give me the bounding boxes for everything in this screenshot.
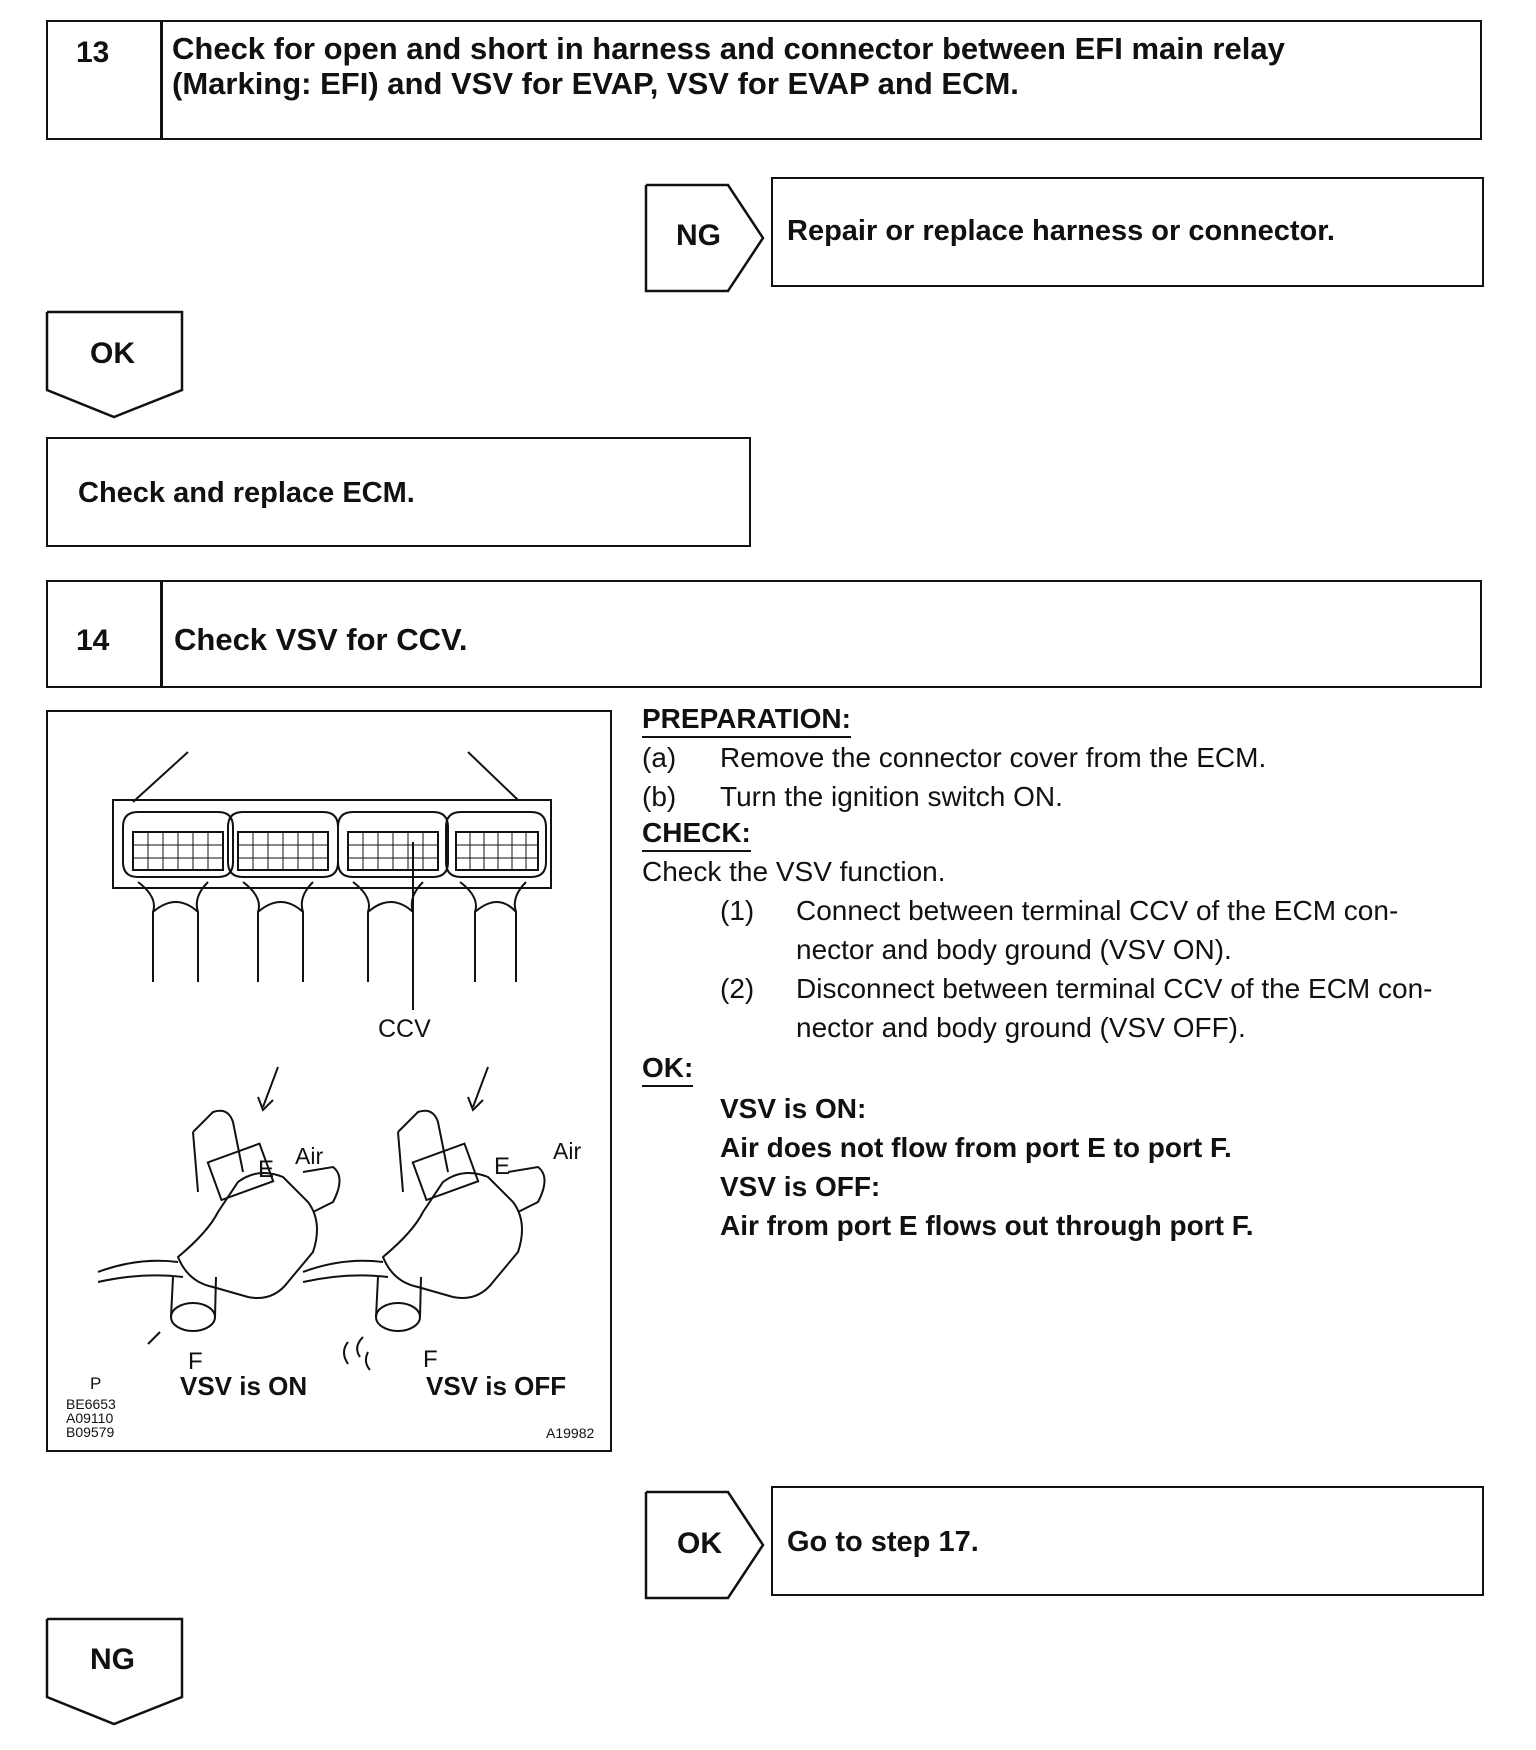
step-13-title-line2: (Marking: EFI) and VSV for EVAP, VSV for EVAP and ECM. xyxy=(172,66,1019,101)
step-13-ok-label: OK xyxy=(90,337,135,370)
ok-criteria xyxy=(642,1089,1482,1245)
step-13-ng-action-text: Repair or replace harness or connector. xyxy=(787,215,1335,247)
prep-item-b-text: Turn the ignition switch ON. xyxy=(720,781,1063,812)
ok-criteria-line-4: Air from port E flows out through port F. xyxy=(720,1210,1254,1241)
prep-item-a-label: (a) xyxy=(642,742,677,773)
ref-code-2: A09110 xyxy=(66,1410,114,1426)
step-13-number: 13 xyxy=(76,36,110,69)
check-item-1-line1: Connect between terminal CCV of the ECM con- xyxy=(796,895,1399,926)
prep-item-b xyxy=(642,777,1482,816)
ok-criteria-line-3: VSV is OFF: xyxy=(720,1171,881,1202)
check-item-2-line1: Disconnect between terminal CCV of the ECM con- xyxy=(796,973,1433,1004)
prep-item-a-text: Remove the connector cover from the ECM. xyxy=(720,742,1267,773)
caption-vsv-on: VSV is ON xyxy=(180,1371,308,1401)
step-14-ok-label: OK xyxy=(677,1527,722,1560)
check-item-2-line2: nector and body ground (VSV OFF). xyxy=(796,1012,1246,1043)
air-label-right: Air xyxy=(553,1138,582,1164)
step-13-title xyxy=(172,31,1472,101)
check-item-1-label: (1) xyxy=(720,895,755,926)
step-13-header xyxy=(46,20,1482,140)
check-item-1-line2: nector and body ground (VSV ON). xyxy=(796,934,1232,965)
prep-item-b-label: (b) xyxy=(642,781,677,812)
ok-criteria-line-2: Air does not flow from port E to port F. xyxy=(720,1132,1232,1163)
check-header: CHECK: xyxy=(642,816,751,852)
port-f-label-right: F xyxy=(423,1346,438,1373)
ok-criteria-line-1: VSV is ON: xyxy=(720,1093,867,1124)
prep-item-a xyxy=(642,738,1482,777)
step-13-ok-action-box xyxy=(46,437,751,547)
step-13-ng-action-box xyxy=(771,177,1484,287)
check-item-1 xyxy=(642,891,1482,969)
vsv-on-drawing xyxy=(98,1067,340,1344)
step-13-divider xyxy=(160,22,163,138)
preparation-header: PREPARATION: xyxy=(642,702,851,738)
step-13-ok-action-text: Check and replace ECM. xyxy=(78,477,415,509)
figure-id: A19982 xyxy=(546,1425,595,1441)
step-13-title-line1: Check for open and short in harness and connector between EFI main relay xyxy=(172,31,1285,66)
step-14-number: 14 xyxy=(76,624,110,657)
port-e-label-right: E xyxy=(494,1153,511,1180)
check-intro: Check the VSV function. xyxy=(642,856,946,887)
p-mark: P xyxy=(90,1374,102,1393)
ref-code-1: BE6653 xyxy=(66,1396,116,1412)
check-item-2 xyxy=(642,969,1482,1047)
caption-vsv-off: VSV is OFF xyxy=(426,1371,567,1401)
check-item-2-label: (2) xyxy=(720,973,755,1004)
ecm-vsv-illustration xyxy=(48,712,610,1450)
air-label-left: Air xyxy=(295,1143,324,1169)
step-14-ok-action-text: Go to step 17. xyxy=(787,1526,979,1558)
ref-code-3: B09579 xyxy=(66,1424,115,1440)
ccv-label: CCV xyxy=(378,1015,431,1043)
procedure-text xyxy=(642,702,1482,1245)
port-f-label-left: F xyxy=(188,1348,203,1375)
step-14-title: Check VSV for CCV. xyxy=(174,622,468,657)
step-14-ng-label: NG xyxy=(90,1643,135,1676)
port-e-label-left: E xyxy=(258,1156,275,1183)
ok-criteria-header: OK: xyxy=(642,1051,693,1087)
vsv-off-drawing xyxy=(303,1067,545,1370)
ecm-connector-drawing xyxy=(113,752,551,1010)
step-14-ok-action-box xyxy=(771,1486,1484,1596)
step-14-divider xyxy=(160,582,163,686)
step-13-ng-label: NG xyxy=(676,219,721,252)
figure-box xyxy=(46,710,612,1452)
step-14-header xyxy=(46,580,1482,688)
